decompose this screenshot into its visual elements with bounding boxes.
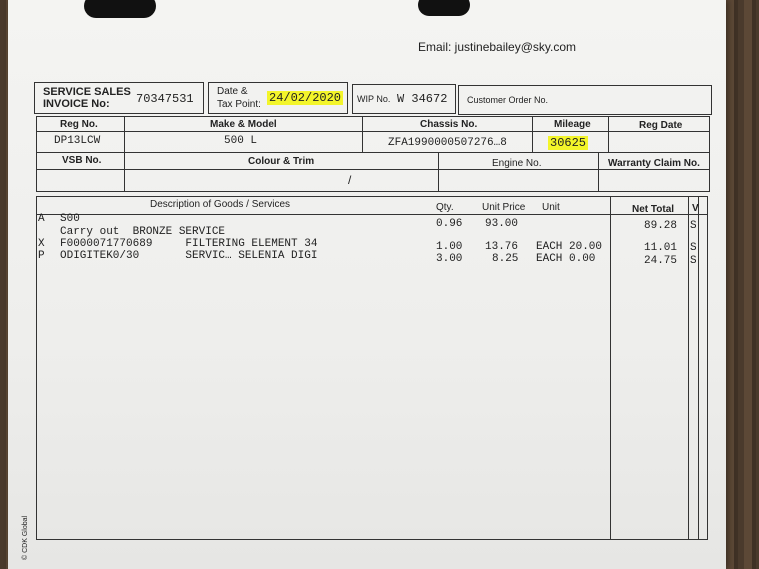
date-label-line1: Date & <box>217 86 248 97</box>
invoice-number-box <box>34 82 204 114</box>
colour-value: / <box>348 173 352 187</box>
line-3-price: 13.76 <box>485 241 519 253</box>
line-4-desc: ODIGITEK0/30 SERVIC… SELENIA DIGI <box>60 250 318 262</box>
reg-no-header: Reg No. <box>60 119 98 130</box>
warranty-header: Warranty Claim No. <box>608 158 700 169</box>
v-header: V <box>692 203 699 214</box>
line-1-desc: S00 <box>60 213 80 225</box>
make-model-value: 500 L <box>224 135 258 147</box>
make-model-header: Make & Model <box>210 119 277 130</box>
line-4-unit: EACH 0.00 <box>536 253 596 265</box>
cdk-global-mark: © CDK Global <box>22 515 29 560</box>
vsb-header: VSB No. <box>62 155 102 166</box>
invoice-title-line1: SERVICE SALES <box>43 86 131 98</box>
unit-header: Unit <box>542 202 560 213</box>
line-3-code: X <box>38 238 45 250</box>
line-4-price: 8.25 <box>492 253 519 265</box>
description-header: Description of Goods / Services <box>150 199 291 210</box>
line-3-v: S <box>690 242 697 254</box>
date-box <box>208 82 348 114</box>
chassis-value: ZFA1990000507276…8 <box>388 137 507 149</box>
customer-order-label: Customer Order No. <box>467 95 549 105</box>
date-label-line2: Tax Point: <box>217 99 261 110</box>
mileage-value: 30625 <box>550 136 587 150</box>
line-3-desc: F0000071770689 FILTERING ELEMENT 34 <box>60 238 318 250</box>
colour-header: Colour & Trim <box>248 156 315 167</box>
mileage-header: Mileage <box>554 119 591 130</box>
wip-label: WIP No. <box>357 94 391 104</box>
chassis-header: Chassis No. <box>420 119 478 130</box>
customer-email: Email: justinebailey@sky.com <box>418 40 577 54</box>
redaction-mark-left <box>84 0 156 18</box>
qty-header: Qty. <box>436 202 454 213</box>
invoice-title-line2: INVOICE No: <box>43 98 110 110</box>
line-3-total: 11.01 <box>644 242 678 254</box>
line-1-v: S <box>690 220 697 232</box>
line-2-desc: Carry out BRONZE SERVICE <box>60 226 226 238</box>
invoice-date: 24/02/2020 <box>269 91 342 105</box>
line-4-total: 24.75 <box>644 255 678 267</box>
line-1-total: 89.28 <box>644 220 678 232</box>
redaction-mark-right <box>418 0 470 16</box>
reg-no-value: DP13LCW <box>54 135 101 147</box>
customer-order-box <box>458 85 712 115</box>
reg-date-header: Reg Date <box>639 120 683 131</box>
line-1-price: 93.00 <box>485 218 519 230</box>
invoice-number: 70347531 <box>136 92 194 106</box>
line-1-qty: 0.96 <box>436 218 463 230</box>
line-1-code: A <box>38 213 45 225</box>
line-4-code: P <box>38 250 45 262</box>
line-3-unit: EACH 20.00 <box>536 241 603 253</box>
line-4-qty: 3.00 <box>436 253 463 265</box>
unit-price-header: Unit Price <box>482 202 526 213</box>
line-3-qty: 1.00 <box>436 241 463 253</box>
wip-box <box>352 84 456 114</box>
invoice-paper <box>8 0 726 569</box>
wip-number: W 34672 <box>397 92 448 106</box>
net-total-header: Net Total <box>632 204 675 215</box>
engine-header: Engine No. <box>492 158 542 169</box>
line-4-v: S <box>690 255 697 267</box>
